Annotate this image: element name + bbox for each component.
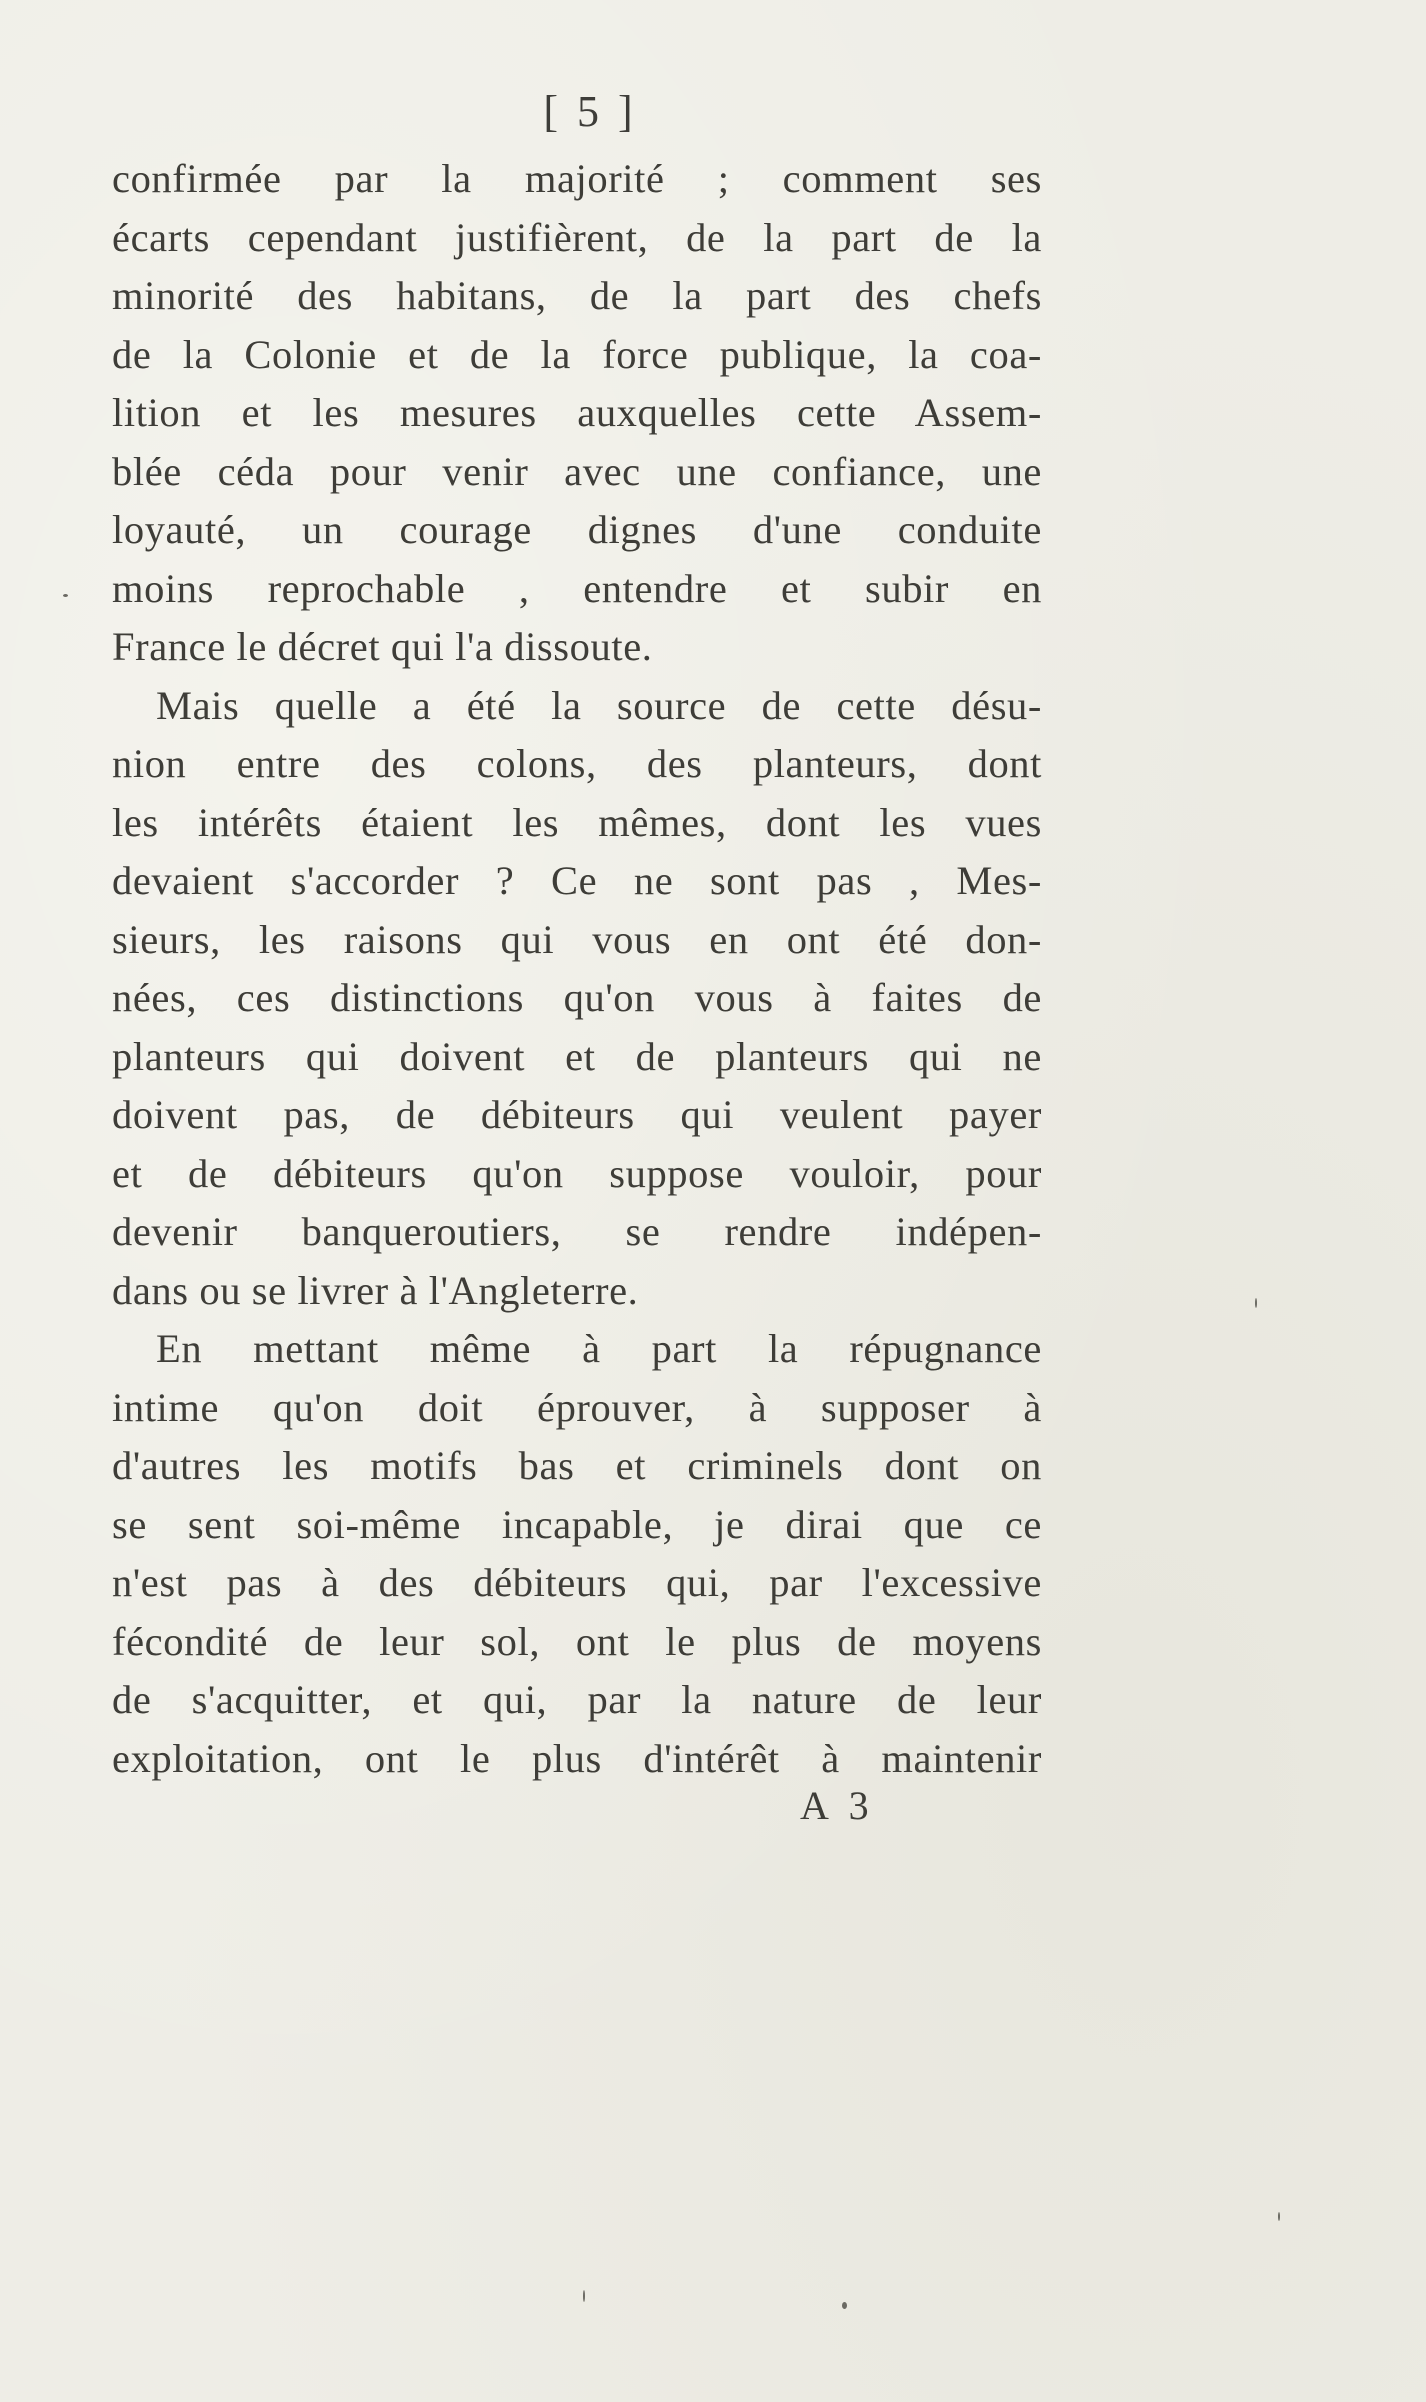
paper-speck <box>63 594 68 597</box>
text-line: doivent pas, de débiteurs qui veulent payer <box>112 1092 1042 1137</box>
text-line: dans ou se livrer à l'Angleterre. <box>112 1267 639 1313</box>
text-line: Mais quelle a été la source de cette désu- <box>156 682 1042 728</box>
body-text <box>112 150 1042 1788</box>
text-line: nées, ces distinctions qu'on vous à faites de <box>112 975 1042 1020</box>
text-line: de la Colonie et de la force publique, la coa- <box>112 331 1042 377</box>
text-line: les intérêts étaient les mêmes, dont les vues <box>112 799 1042 845</box>
text-line: lition et les mesures auxquelles cette Assem- <box>112 390 1042 435</box>
text-line: nion entre des colons, des planteurs, dont <box>112 741 1042 786</box>
text-line: devenir banqueroutiers, se rendre indépen- <box>112 1209 1042 1254</box>
text-line: En mettant même à part la répugnance <box>156 1326 1042 1371</box>
text-line: se sent soi-même incapable, je dirai que ce <box>112 1501 1042 1547</box>
text-line: blée céda pour venir avec une confiance, une <box>112 448 1042 494</box>
text-line: d'autres les motifs bas et criminels dont on <box>112 1443 1042 1488</box>
text-line: planteurs qui doivent et de planteurs qui ne <box>112 1033 1042 1079</box>
text-line: écarts cependant justifièrent, de la part de la <box>112 214 1042 260</box>
page-number: [ 5 ] <box>543 87 637 136</box>
text-line: confirmée par la majorité ; comment ses <box>112 156 1042 201</box>
text-line: moins reprochable , entendre et subir en <box>112 565 1042 611</box>
paper-speck <box>1278 2212 1280 2221</box>
text-line: fécondité de leur sol, ont le plus de moyens <box>112 1618 1042 1664</box>
text-line: sieurs, les raisons qui vous en ont été don- <box>112 916 1042 962</box>
text-line: exploitation, ont le plus d'intérêt à maintenir <box>112 1735 1042 1781</box>
text-line: n'est pas à des débiteurs qui, par l'excessive <box>112 1560 1042 1605</box>
paper-speck <box>842 2302 847 2309</box>
text-line: devaient s'accorder ? Ce ne sont pas , Mes- <box>112 858 1042 903</box>
text-line: loyauté, un courage dignes d'une conduite <box>112 507 1042 552</box>
paper-speck <box>583 2290 585 2302</box>
text-line: de s'acquitter, et qui, par la nature de leur <box>112 1677 1042 1722</box>
text-line: intime qu'on doit éprouver, à supposer à <box>112 1384 1042 1430</box>
text-line: France le décret qui l'a dissoute. <box>112 624 653 669</box>
paper-speck <box>1255 1298 1257 1308</box>
signature-mark: A 3 <box>800 1783 875 1828</box>
text-line: minorité des habitans, de la part des chefs <box>112 273 1042 318</box>
text-line: et de débiteurs qu'on suppose vouloir, pour <box>112 1150 1042 1196</box>
